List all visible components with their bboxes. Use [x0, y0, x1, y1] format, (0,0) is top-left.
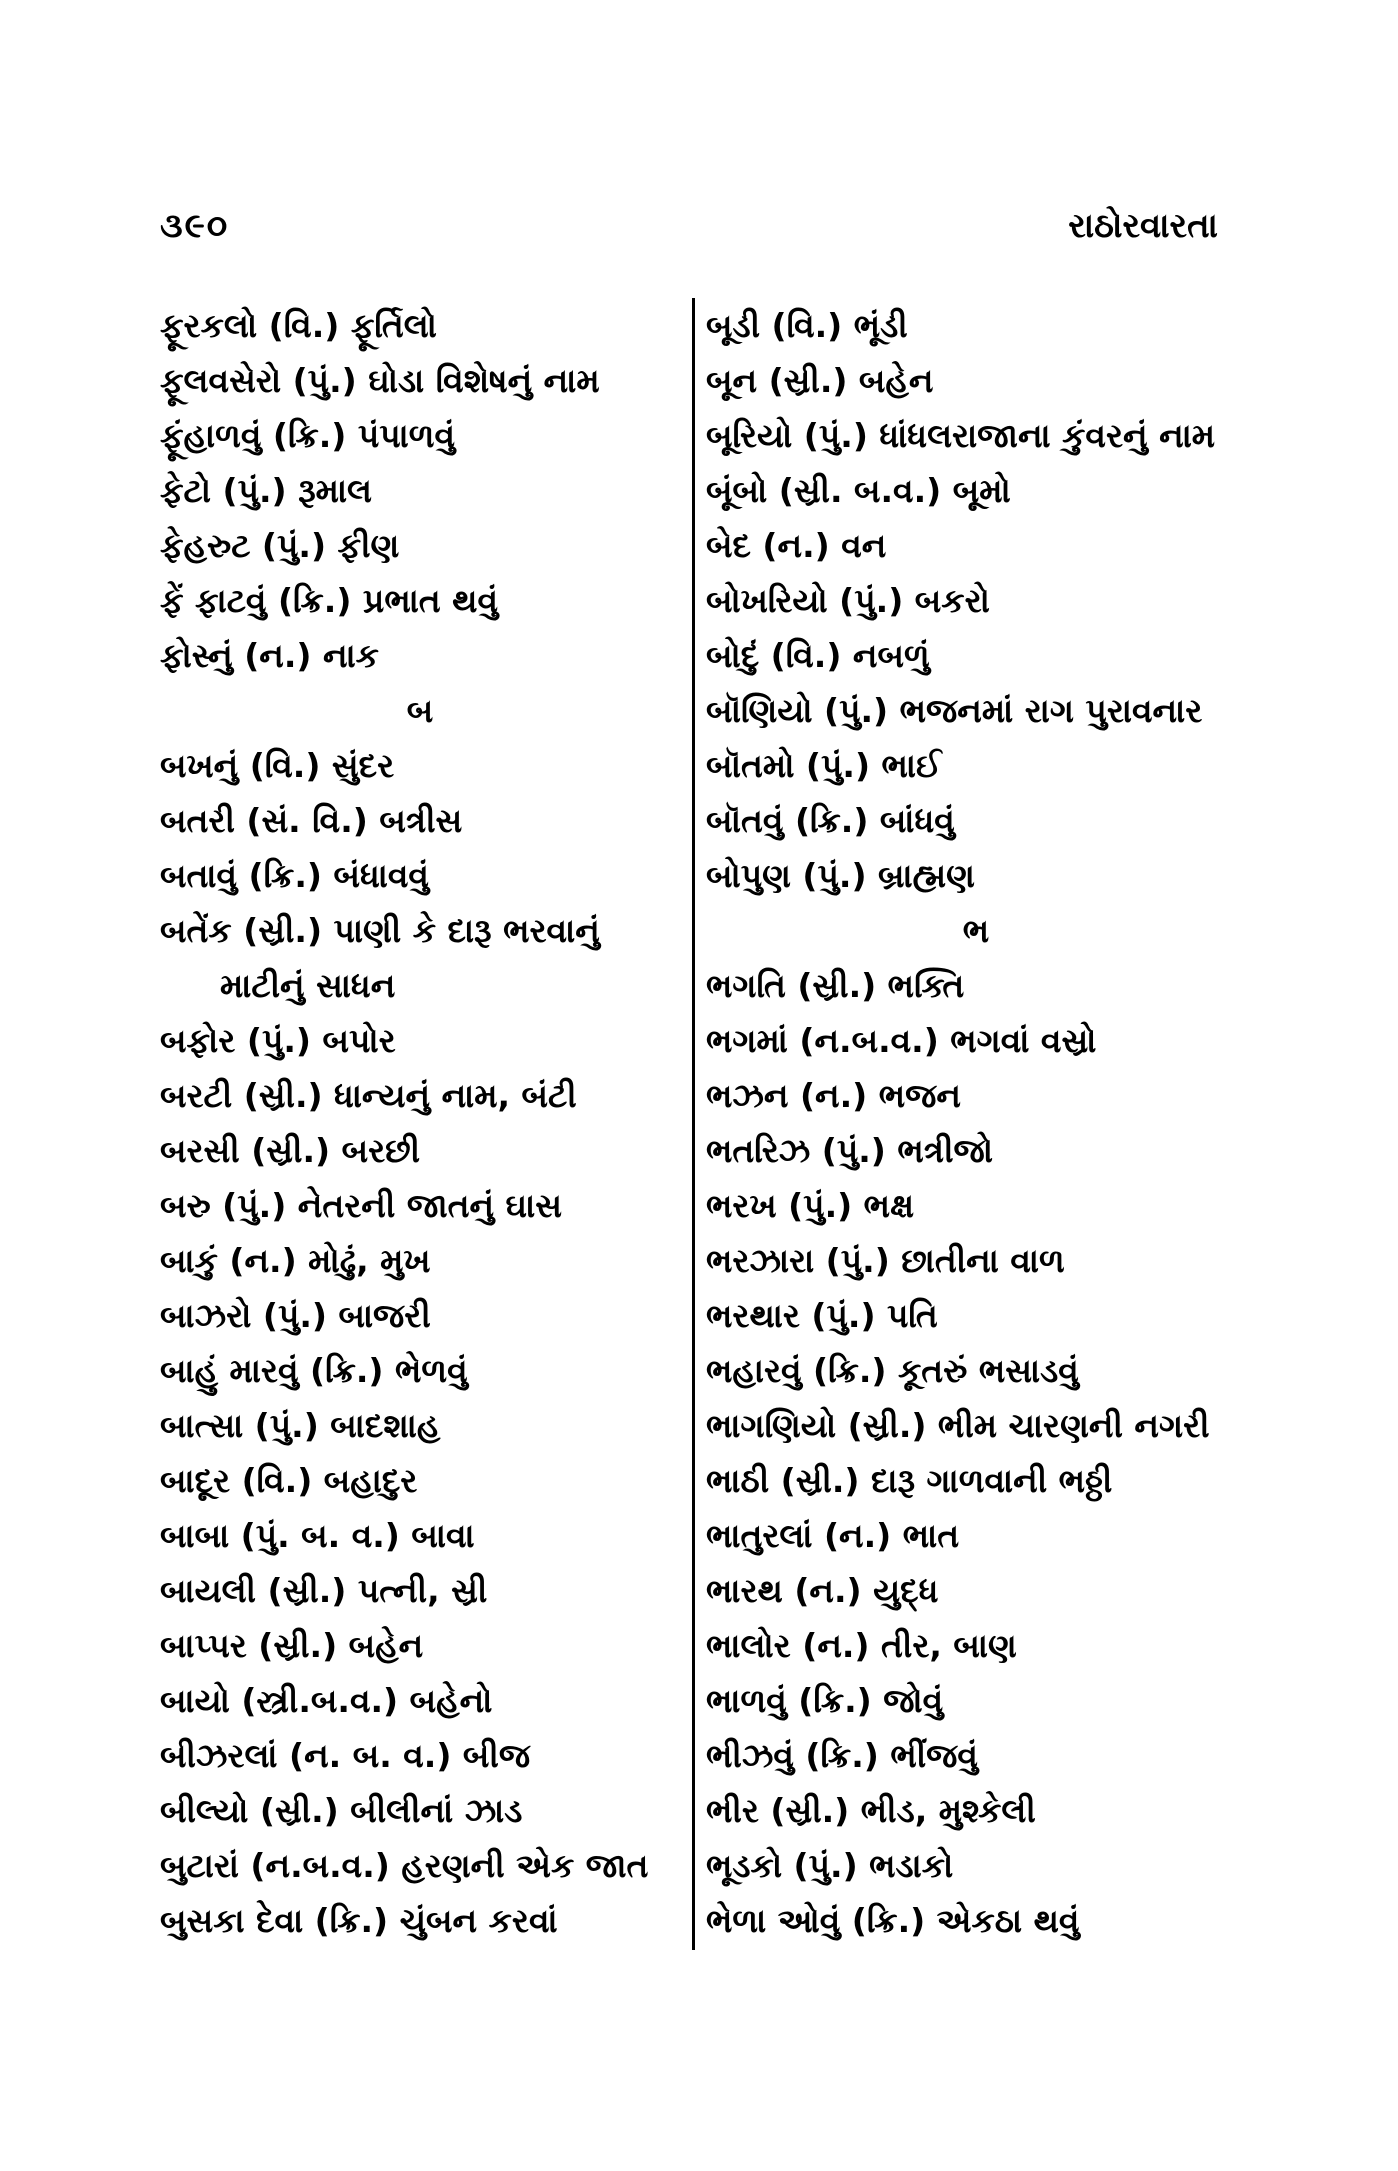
glossary-entry: ભરથાર (પું.) પતિ: [706, 1296, 938, 1335]
glossary-entry: બાદૂર (વિ.) બહાદુર: [160, 1461, 418, 1500]
glossary-entry: બતાવું (ક્રિ.) બંધાવવું: [160, 856, 429, 895]
glossary-entry: બીલ્યો (સ્રી.) બીલીનાં ઝાડ: [160, 1791, 523, 1830]
glossary-entry: ભગમાં (ન.બ.વ.) ભગવાં વસ્રો: [706, 1021, 1097, 1060]
glossary-entry: બાત્સા (પું.) બાદશાહ: [160, 1406, 441, 1445]
glossary-entry: બૂરિયો (પું.) ધાંધલરાજાના કુંવરનું નામ: [706, 416, 1216, 455]
glossary-entry: બૂડી (વિ.) ભૂંડી: [706, 306, 908, 345]
glossary-entry: બેદ (ન.) વન: [706, 526, 887, 565]
glossary-entry: બીઝરલાં (ન. બ. વ.) બીજ: [160, 1736, 531, 1775]
glossary-entry: ભાળવું (ક્રિ.) જોવું: [706, 1681, 944, 1720]
glossary-entry: બાયલી (સ્રી.) પત્ની, સ્રી: [160, 1571, 488, 1610]
glossary-entry: બોખરિયો (પું.) બકરો: [706, 581, 990, 620]
glossary-entry: બાયો (સ્ત્રી.બ.વ.) બહેનો: [160, 1681, 493, 1720]
glossary-entry: બફોર (પું.) બપોર: [160, 1021, 396, 1060]
glossary-entry: બાબા (પું. બ. વ.) બાવા: [160, 1516, 475, 1555]
glossary-entry: ફૂરકલો (વિ.) ફૂર્તિલો: [160, 306, 437, 345]
glossary-entry: ભગતિ (સ્રી.) ભક્તિ: [706, 966, 965, 1005]
glossary-entry: બરટી (સ્રી.) ધાન્યનું નામ, બંટી: [160, 1076, 577, 1115]
glossary-entry: બૂન (સ્રી.) બહેન: [706, 361, 934, 400]
page-header: [160, 206, 1218, 266]
section-letter: બ: [406, 691, 434, 730]
glossary-entry: બુસકા દેવા (ક્રિ.) ચુંબન કરવાં: [160, 1901, 558, 1940]
page-number: ૩૯૦: [160, 206, 230, 246]
glossary-entry: ફૂલવસેરો (પું.) ઘોડા વિશેષનું નામ: [160, 361, 600, 400]
glossary-entry: બાહું મારવું (ક્રિ.) ભેળવું: [160, 1351, 468, 1390]
right-column: [706, 298, 1246, 1948]
glossary-entry: બાકું (ન.) મોઢું, મુખ: [160, 1241, 431, 1280]
glossary-entry: ભીર (સ્રી.) ભીડ, મુશ્કેલી: [706, 1791, 1036, 1830]
glossary-entry: ભતરિઝ (પું.) ભત્રીજો: [706, 1131, 993, 1170]
column-divider: [692, 298, 695, 1950]
running-title: રાઠોરવારતા: [1068, 206, 1218, 246]
glossary-entry: ભાતુરલાં (ન.) ભાત: [706, 1516, 960, 1555]
glossary-entry: બતરી (સં. વિ.) બત્રીસ: [160, 801, 463, 840]
glossary-entry: બૉતવું (ક્રિ.) બાંધવું: [706, 801, 955, 840]
glossary-entry: બાપ્પર (સ્રી.) બહેન: [160, 1626, 424, 1665]
glossary-entry: ભાઠી (સ્રી.) દારૂ ગાળવાની ભઠ્ઠી: [706, 1461, 1113, 1500]
glossary-entry: બરુ (પું.) નેતરની જાતનું ઘાસ: [160, 1186, 562, 1225]
glossary-entry: ભાગણિયો (સ્રી.) ભીમ ચારણની નગરી: [706, 1406, 1210, 1445]
glossary-entry-continuation: માટીનું સાધન: [220, 966, 396, 1005]
glossary-entry: ભેળા ઓવું (ક્રિ.) એકઠા થવું: [706, 1901, 1080, 1940]
glossary-entry: ભરખ (પું.) ભક્ષ: [706, 1186, 915, 1225]
glossary-entry: ભૂડકો (પું.) ભડાકો: [706, 1846, 954, 1885]
glossary-entry: ફોસ્નું (ન.) નાક: [160, 636, 379, 675]
glossary-entry: બૉણિયો (પું.) ભજનમાં રાગ પુરાવનાર: [706, 691, 1203, 730]
glossary-entry: બૉતમો (પું.) ભાઈ: [706, 746, 942, 785]
glossary-entry: ભરઝારા (પું.) છાતીના વાળ: [706, 1241, 1065, 1280]
glossary-entry: બૂંબો (સ્રી. બ.વ.) બૂમો: [706, 471, 1011, 510]
glossary-entry: બોપુણ (પું.) બ્રાહ્મણ: [706, 856, 975, 895]
section-letter: ભ: [962, 911, 990, 950]
glossary-entry: બુટારાં (ન.બ.વ.) હરણની એક જાત: [160, 1846, 649, 1885]
glossary-entry: ભીઝવું (ક્રિ.) ભીંજવું: [706, 1736, 978, 1775]
glossary-entry: બાઝરો (પું.) બાજરી: [160, 1296, 431, 1335]
glossary-entry: બરસી (સ્રી.) બરછી: [160, 1131, 421, 1170]
glossary-entry: બતેંક (સ્રી.) પાણી કે દારૂ ભરવાનું: [160, 911, 600, 950]
left-column: [160, 298, 680, 1948]
glossary-entry: ફેહરુટ (પું.) ફીણ: [160, 526, 400, 565]
glossary-entry: ભઝન (ન.) ભજન: [706, 1076, 961, 1115]
glossary-entry: ભહારવું (ક્રિ.) કૂતરું ભસાડવું: [706, 1351, 1079, 1390]
glossary-entry: ભાલોર (ન.) તીર, બાણ: [706, 1626, 1017, 1665]
glossary-entry: ફૂંહાળવું (ક્રિ.) પંપાળવું: [160, 416, 456, 455]
glossary-entry: ફેં ફાટવું (ક્રિ.) પ્રભાત થવું: [160, 581, 499, 620]
glossary-entry: બખનું (વિ.) સુંદર: [160, 746, 395, 785]
glossary-entry: ભારથ (ન.) યુદ્ધ: [706, 1571, 939, 1610]
glossary-entry: બોદું (વિ.) નબળું: [706, 636, 930, 675]
glossary-entry: ફેટો (પું.) રૂમાલ: [160, 471, 372, 510]
